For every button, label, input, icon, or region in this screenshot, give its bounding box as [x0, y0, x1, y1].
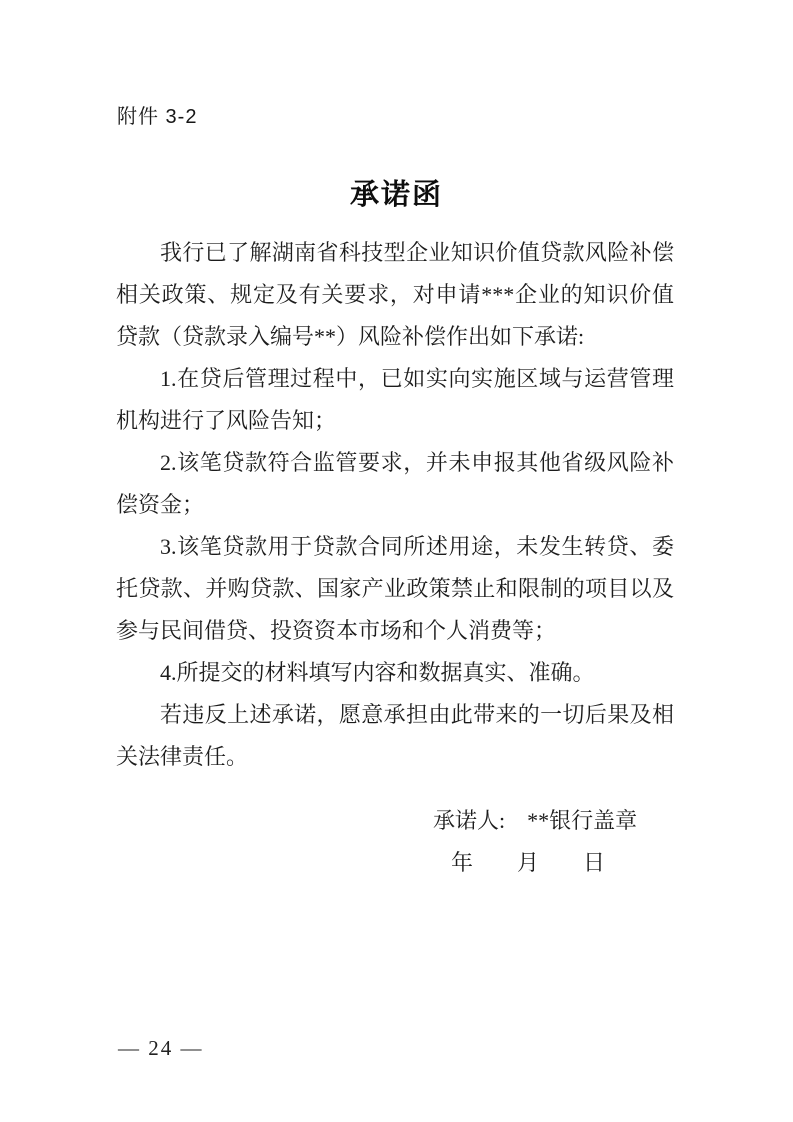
document-body: [116, 232, 674, 778]
body-paragraph-item-1: 1.在贷后管理过程中，已如实向实施区域与运营管理机构进行了风险告知；: [116, 366, 674, 433]
attachment-label: 附件 3-2: [117, 106, 198, 128]
body-paragraph-item-2: 2.该笔贷款符合监管要求，并未申报其他省级风险补偿资金；: [116, 450, 674, 517]
signer-line: 承诺人: **银行盖章: [433, 808, 638, 833]
document-title: 承诺函: [349, 179, 443, 211]
date-line: 年 月 日: [451, 850, 606, 875]
signature-block: [0, 800, 793, 884]
page-number: — 24 —: [118, 1036, 204, 1060]
body-paragraph-intro: 我行已了解湖南省科技型企业知识价值贷款风险补偿相关政策、规定及有关要求，对申请***企业的知识价值贷款（贷款录入编号**）风险补偿作出如下承诺:: [116, 240, 674, 349]
body-paragraph-item-3: 3.该笔贷款用于贷款合同所述用途，未发生转贷、委托贷款、并购贷款、国家产业政策禁止和限制的项目以及参与民间借贷、投资资本市场和个人消费等；: [116, 534, 674, 643]
body-paragraph-item-4: 4.所提交的材料填写内容和数据真实、准确。: [160, 660, 595, 685]
body-paragraph-closing: 若违反上述承诺，愿意承担由此带来的一切后果及相关法律责任。: [116, 702, 674, 769]
